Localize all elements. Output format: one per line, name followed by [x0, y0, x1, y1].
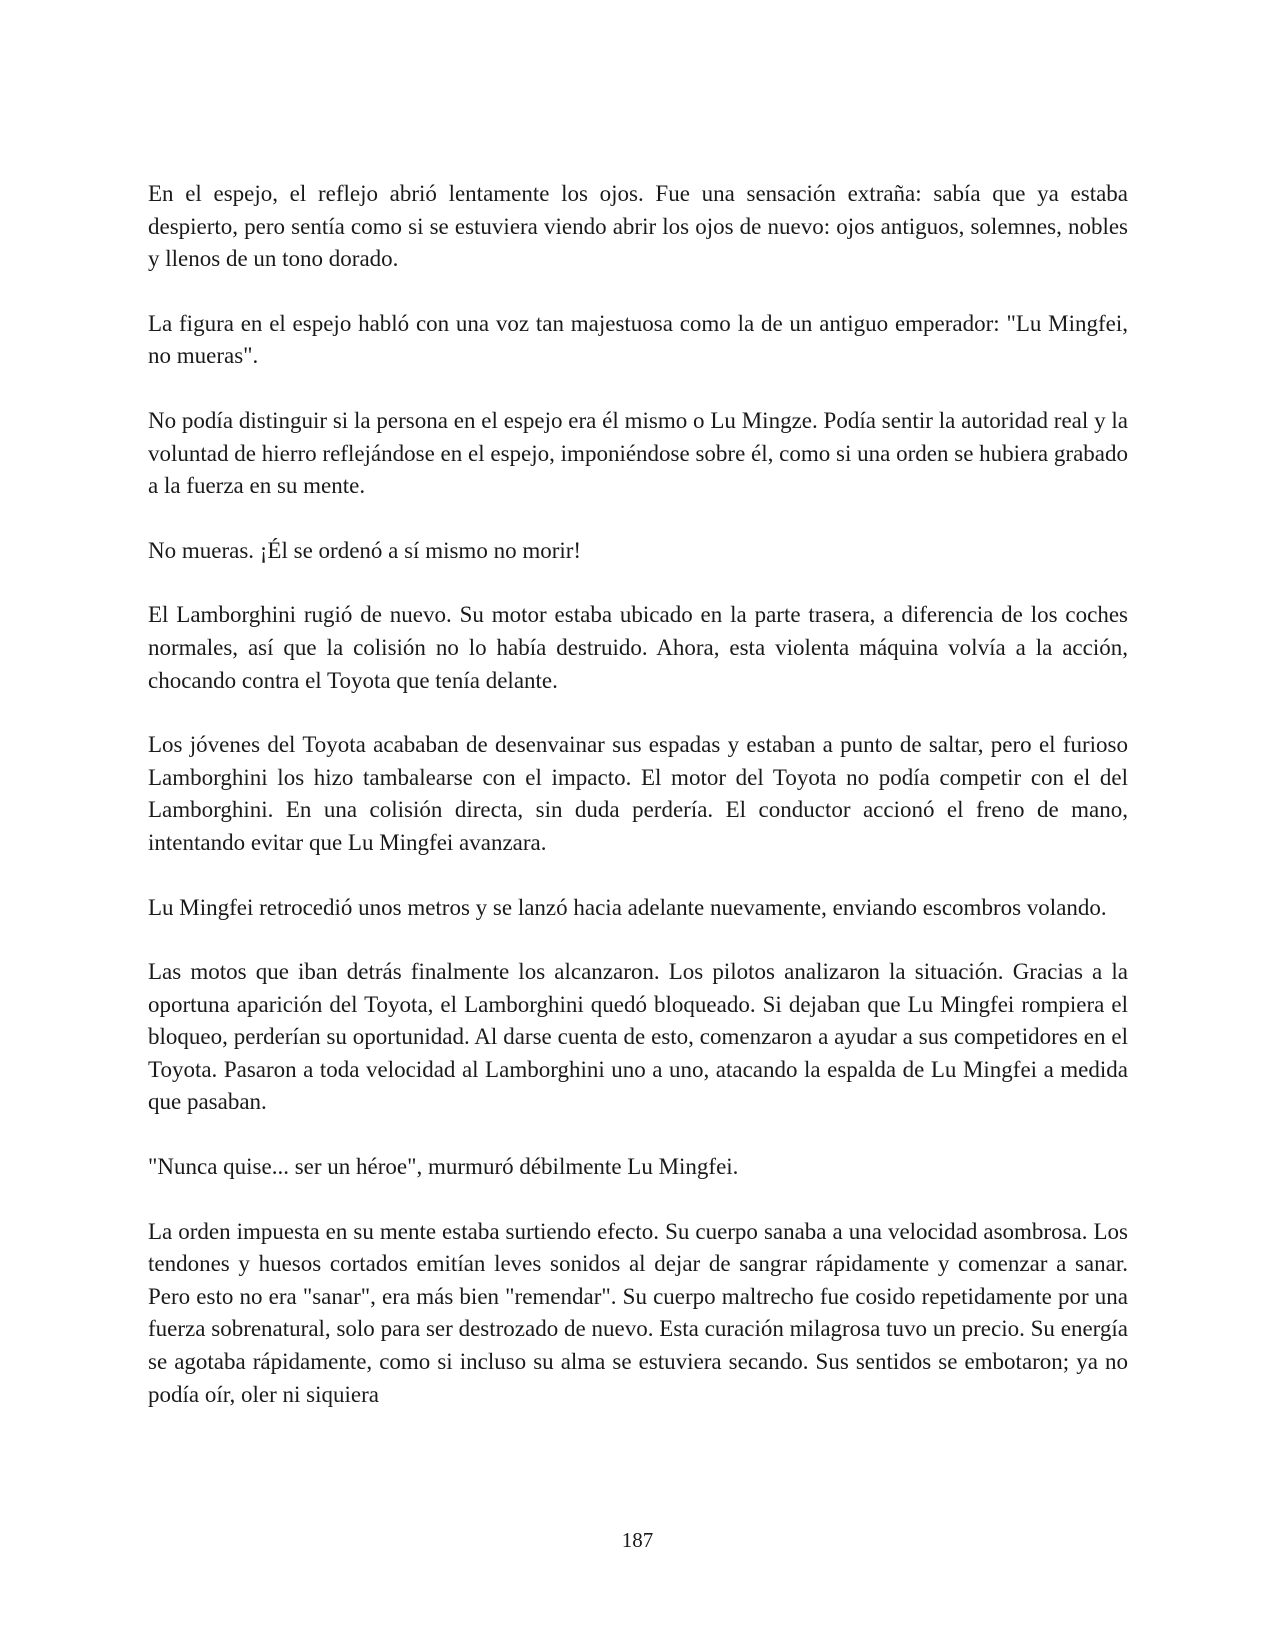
paragraph: En el espejo, el reflejo abrió lentamente los ojos. Fue una sensación extraña: sabía que ya estaba despierto, pero sentía como si se estuviera viendo abrir los ojos de nuevo: ojos antiguos, solemnes, nobles y llenos de un tono dorado.	[148, 181, 1128, 272]
paragraph: Las motos que iban detrás finalmente los alcanzaron. Los pilotos analizaron la situación. Gracias a la oportuna aparición del Toyota, el Lamborghini quedó bloqueado. Si dejaban que Lu Mingfei rompiera el bloqueo, perderían su oportunidad. Al darse cuenta de esto, comenzaron a ayudar a sus competidores en el Toyota. Pasaron a toda velocidad al Lamborghini uno a uno, atacando la espalda de Lu Mingfei a medida que pasaban.	[148, 959, 1128, 1115]
page-body	[148, 178, 1128, 1443]
paragraph: No podía distinguir si la persona en el espejo era él mismo o Lu Mingze. Podía sentir la autoridad real y la voluntad de hierro reflejándose en el espejo, imponiéndose sobre él, como si una orden se hubiera grabado a la fuerza en su mente.	[148, 407, 1128, 499]
paragraph: Los jóvenes del Toyota acababan de desenvainar sus espadas y estaban a punto de saltar, pero el furioso Lamborghini los hizo tambalearse con el impacto. El motor del Toyota no podía competir con el del Lamborghini. En una colisión directa, sin duda perdería. El conductor accionó el freno de mano, intentando evitar que Lu Mingfei avanzara.	[148, 732, 1128, 855]
paragraph: La figura en el espejo habló con una voz tan majestuosa como la de un antiguo emperador: "Lu Mingfei, no mueras".	[148, 310, 1128, 369]
page-number: 187	[621, 1528, 654, 1552]
paragraph: "Nunca quise... ser un héroe", murmuró débilmente Lu Mingfei.	[148, 1154, 739, 1180]
paragraph: El Lamborghini rugió de nuevo. Su motor estaba ubicado en la parte trasera, a diferencia de los coches normales, así que la colisión no lo había destruido. Ahora, esta violenta máquina volvía a la acción, chocando contra el Toyota que tenía delante.	[148, 602, 1128, 693]
paragraph: Lu Mingfei retrocedió unos metros y se lanzó hacia adelante nuevamente, enviando escombros volando.	[148, 894, 1107, 920]
paragraph: No mueras. ¡Él se ordenó a sí mismo no morir!	[148, 537, 582, 563]
paragraph: La orden impuesta en su mente estaba surtiendo efecto. Su cuerpo sanaba a una velocidad asombrosa. Los tendones y huesos cortados emitían leves sonidos al dejar de sangrar rápidamente y comenzar a sanar. Pero esto no era "sanar", era más bien "remendar". Su cuerpo maltrecho fue cosido repetidamente por una fuerza sobrenatural, solo para ser destrozado de nuevo. Esta curación milagrosa tuvo un precio. Su energía se agotaba rápidamente, como si incluso su alma se estuviera secando. Sus sentidos se embotaron; ya no podía oír, oler ni siquiera	[148, 1218, 1128, 1407]
